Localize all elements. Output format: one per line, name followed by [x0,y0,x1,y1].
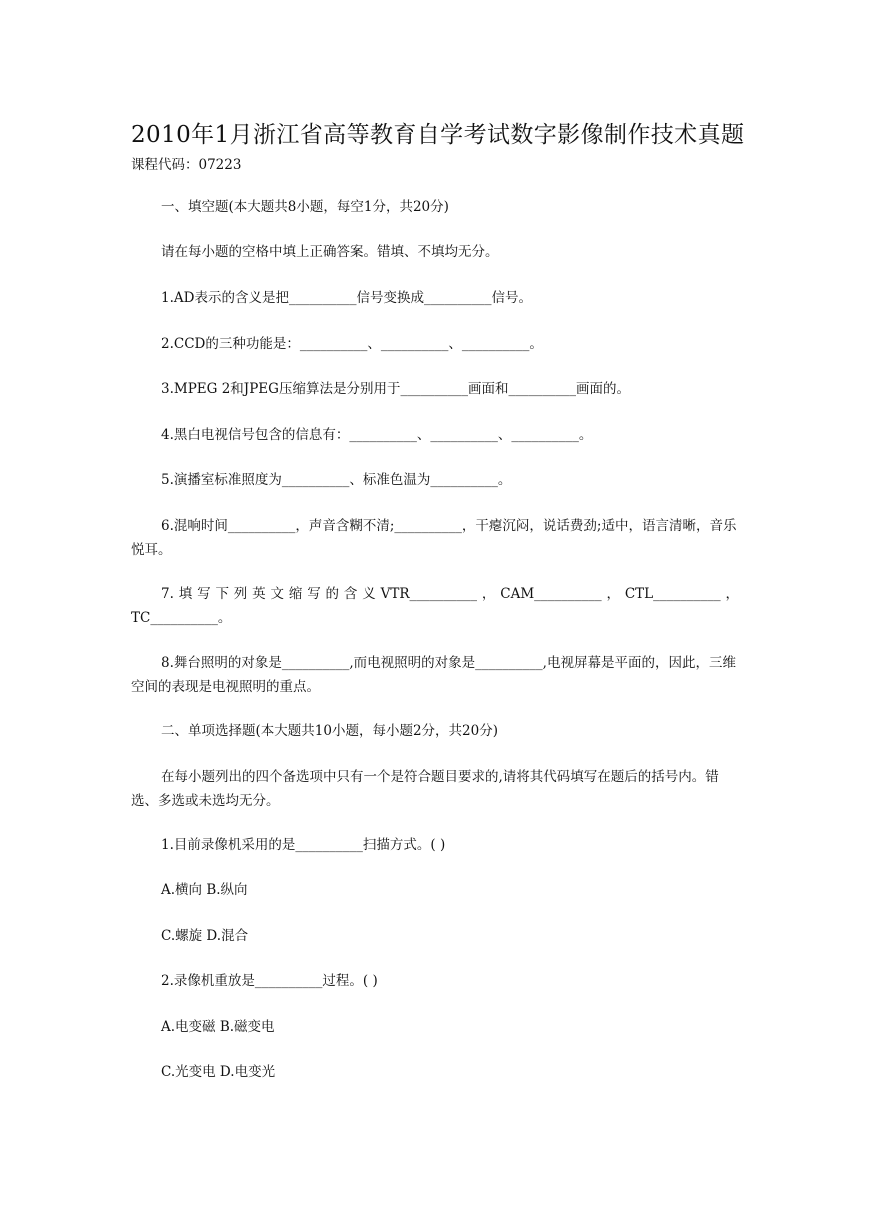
fill-question-1: 1.AD表示的含义是把__________信号变换成__________信号。 [161,290,532,306]
choice-question-2-options-ab: A.电变磁 B.磁变电 [161,1019,275,1035]
section1-instruction: 请在每小题的空格中填上正确答案。错填、不填均无分。 [161,244,499,260]
document-title: 2010年1月浙江省高等教育自学考试数字影像制作技术真题 [131,122,745,148]
fill-question-5: 5.演播室标准照度为__________、标准色温为__________。 [161,472,512,488]
section2-heading: 二、单项选择题(本大题共10小题，每小题2分，共20分) [161,723,498,739]
fill-question-4: 4.黑白电视信号包含的信息有：__________、__________、__________。 [161,427,593,443]
choice-question-1-options-cd: C.螺旋 D.混合 [161,928,249,944]
fill-question-7: 7.填写下列英文缩写的含义VTR__________，CAM__________，CTL__________， [161,586,739,602]
fill-question-7-continued: TC__________。 [131,610,232,626]
choice-question-1: 1.目前录像机采用的是__________扫描方式。( ) [161,837,446,853]
fill-question-3: 3.MPEG 2和JPEG压缩算法是分别用于__________画面和__________画面的。 [161,381,630,397]
fill-question-2: 2.CCD的三种功能是：__________、__________、__________。 [161,336,543,352]
section1-heading: 一、填空题(本大题共8小题，每空1分，共20分) [161,199,449,215]
fill-question-6: 6.混响时间__________，声音含糊不清;__________，干瘪沉闷，说话费劲;适中，语言清晰，音乐悦耳。 [131,518,737,558]
section2-instruction: 在每小题列出的四个备选项中只有一个是符合题目要求的,请将其代码填写在题后的括号内。错选、多选或未选均无分。 [131,769,719,809]
choice-question-1-options-ab: A.横向 B.纵向 [161,882,248,898]
choice-question-2: 2.录像机重放是__________过程。( ) [161,973,378,989]
choice-question-2-options-cd: C.光变电 D.电变光 [161,1064,276,1080]
fill-question-8: 8.舞台照明的对象是__________,而电视照明的对象是__________,电视屏幕是平面的，因此，三维空间的表现是电视照明的重点。 [131,655,736,695]
course-code: 课程代码：07223 [131,157,242,173]
